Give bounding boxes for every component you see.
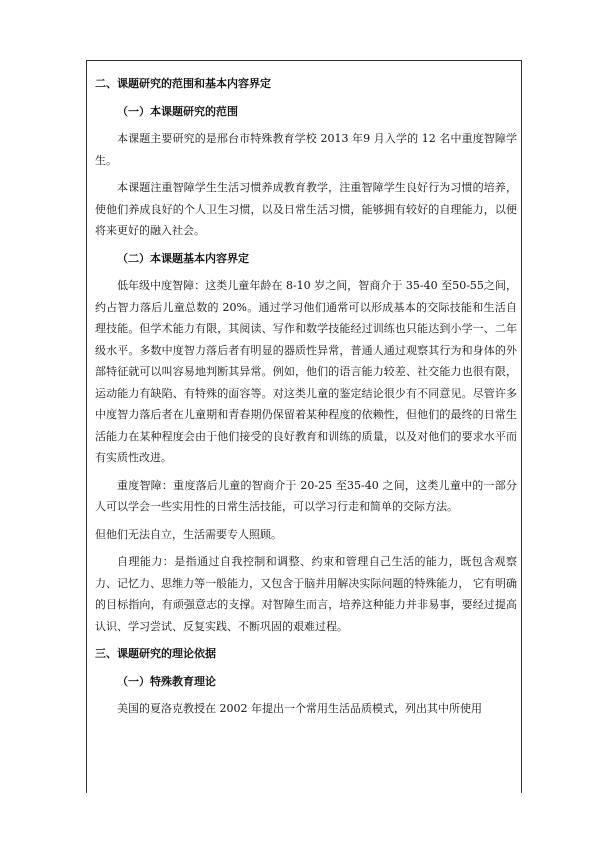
document-frame [86,60,522,793]
subsection-2-heading: （二）本课题基本内容界定 [117,251,249,265]
paragraph-habit-education: 本课题注重智障学生生活习惯养成教育教学，注重智障学生良好行为习惯的培养，使他们养成良好的个人卫生习惯，以及日常生活习惯，能够拥有较好的自理能力，以便将来更好的融入社会。 [95,181,517,237]
paragraph-self-care-ability: 自理能力：是指通过自我控制和调整、约束和管理自己生活的能力，既包含观察力、记忆力、思维力等一般能力，又包含于脑并用解决实际问题的特殊能力， 它有明确的目标指向，有顽强意志的支撑。对智障生而言，培养这种能力并非易事，要经过提高认识、学习尝试、反复实践、不断巩固的艰难过程。 [95,555,517,633]
subsection-1-heading: （一）本课题研究的范围 [117,104,238,118]
document-content [95,69,517,720]
paragraph-severe-disability: 重度智障：重度落后儿童的智商介于 20-25 至35-40 之间，这类儿童中的一部分人可以学会一些实用性的日常生活技能，可以学习行走和简单的交际方法。 [95,478,517,513]
paragraph-moderate-disability: 低年级中度智障：这类儿童年龄在 8-10 岁之间，智商介于 35-40 至50-55之间，约占智力落后儿童总数的 20%。通过学习他们通常可以形成基本的交际技能和生活自理技能。但学术能力有限，其阅读、写作和数学技能经过训练也只能达到小学一、二年级水平。多数中度智力落后者有明显的器质性异常，普通人通过观察其行为和身体的外部特征就可以叫容易地判断其异常。例如，他们的语言能力较差、社交能力也很有限，运动能力有缺陷、有特殊的面容等。对这类儿童的鉴定结论很少有不同意见。尽管许多中度智力落后者在儿童期和青春期仍保留着某种程度的依赖性，但他们的最终的日常生活能力在某种程度会由于他们接受的良好教育和训练的质量，以及对他们的要求水平而有实质性改进。 [95,279,517,464]
section-2-heading: 二、课题研究的范围和基本内容界定 [95,77,271,90]
section-3-heading: 三、课题研究的理论依据 [95,647,216,660]
paragraph-care-needed: 但他们无法自立，生活需要专人照顾。 [95,527,282,541]
paragraph-research-scope: 本课题主要研究的是邢台市特殊教育学校 2013 年9 月入学的 12 名中重度智障学生。 [95,132,517,167]
paragraph-quality-of-life-model: 美国的夏洛克教授在 2002 年提出一个常用生活品质模式，列出其中所使用 [117,702,482,715]
subsection-3-heading: （一）特殊教育理论 [117,674,216,688]
